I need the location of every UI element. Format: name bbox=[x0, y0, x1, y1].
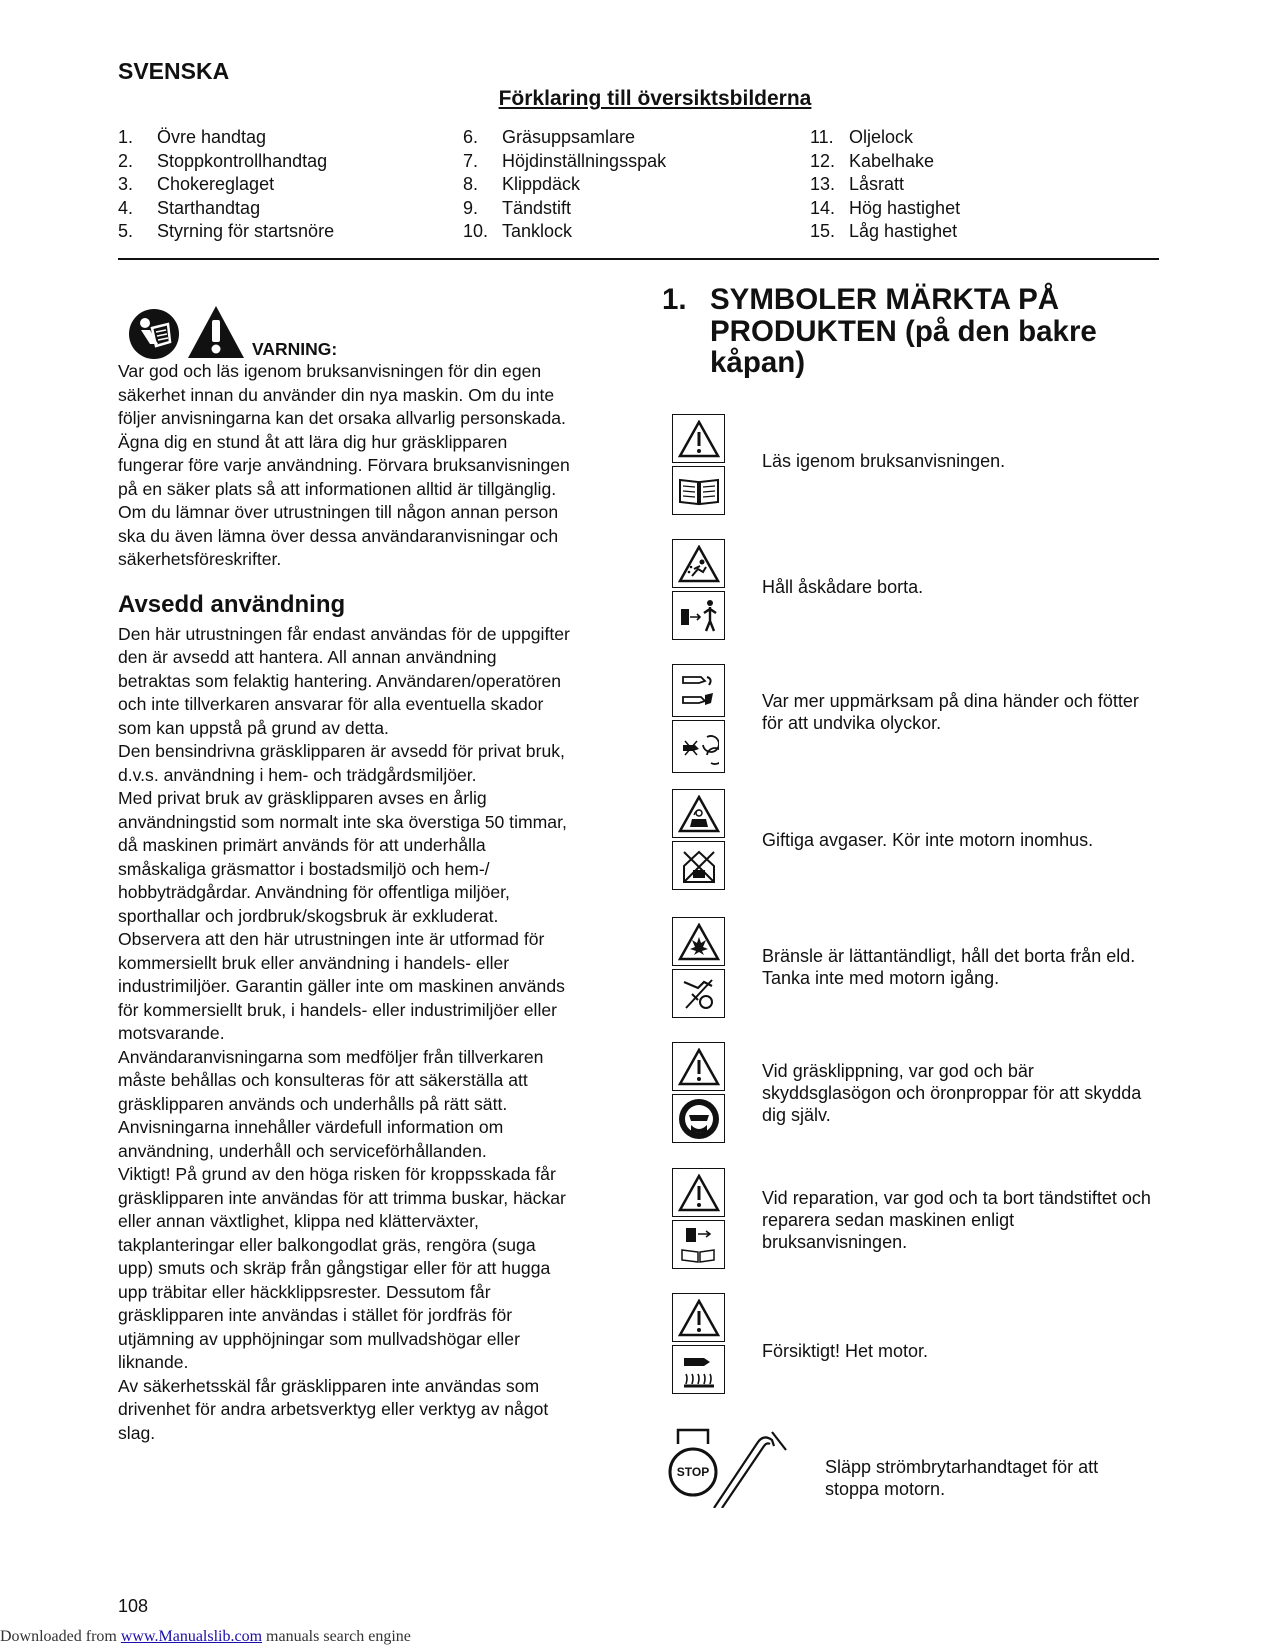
legend-label: Stoppkontrollhandtag bbox=[157, 150, 328, 171]
text-line: säkerhet innan du använder din nya maskin. Om du inte bbox=[118, 384, 555, 405]
symbol-description: Läs igenom bruksanvisningen. bbox=[762, 451, 1006, 471]
legend-item bbox=[810, 197, 960, 221]
text-line: Den här utrustningen får endast användas för de uppgifter bbox=[118, 623, 570, 644]
legend-label: Styrning för startsnöre bbox=[157, 221, 335, 241]
legend-label: Tändstift bbox=[502, 197, 572, 218]
legend-number: 12. bbox=[810, 150, 836, 171]
text-line: eller annan växtlighet, klippa ned klätterväxter, bbox=[118, 1211, 479, 1231]
text-line: sporthallar och jordbruk/skogsbruk är exkluderat. bbox=[118, 905, 499, 926]
legend-item bbox=[118, 126, 334, 150]
legend-number: 11. bbox=[810, 127, 834, 147]
text-line: Ägna dig en stund åt att lära dig hur gräsklipparen bbox=[118, 431, 508, 452]
legend-item bbox=[118, 197, 334, 221]
text-line: upp träbitar eller häckklippsrester. Dessutom får bbox=[118, 1281, 491, 1302]
text-line: drivenhet för andra arbetsverktyg eller verktyg av något bbox=[118, 1399, 549, 1419]
read-manual-icon bbox=[128, 308, 180, 360]
legend-number: 14. bbox=[810, 197, 836, 218]
text-line: då maskinen primärt används för att underhålla bbox=[118, 835, 486, 855]
text-line: användning, underhåll och serviceförhållanden. bbox=[118, 1140, 487, 1161]
text-line: på en säker plats så att informationen alltid är tillgänglig. bbox=[118, 478, 557, 499]
warning-triangle-icon bbox=[672, 1042, 725, 1091]
legend-item bbox=[810, 126, 960, 150]
legend-label: Tanklock bbox=[502, 221, 573, 241]
symbol-description: Vid gräsklippning, var god och bär skyddsglasögon och öronproppar för att skydda dig själv. bbox=[762, 1061, 1142, 1125]
page-number: 108 bbox=[118, 1596, 149, 1616]
no-indoor-icon bbox=[672, 841, 725, 890]
manualslib-link[interactable]: www.Manualslib.com bbox=[120, 1628, 263, 1645]
section-title: SYMBOLER MÄRKTA PÅ PRODUKTEN (på den bakre kåpan) bbox=[710, 283, 1097, 379]
text-line: gräsklipparen inte användas i stället för jordfräs för bbox=[118, 1305, 513, 1325]
symbol-tiles bbox=[672, 1042, 728, 1146]
download-footer bbox=[0, 1628, 411, 1646]
text-line: Med privat bruk av gräsklipparen avses en årlig bbox=[118, 788, 487, 808]
legend-item bbox=[463, 150, 666, 174]
legend-number: 1. bbox=[118, 127, 134, 147]
warning-triangle-icon bbox=[186, 304, 246, 360]
symbol-description: Giftiga avgaser. Kör inte motorn inomhus. bbox=[762, 830, 1094, 850]
text-line: Av säkerhetsskäl får gräsklipparen inte användas som bbox=[118, 1375, 540, 1396]
intended-use-text bbox=[118, 623, 618, 1446]
legend-number: 6. bbox=[463, 127, 479, 147]
warning-triangle-icon bbox=[672, 414, 725, 463]
stop-description: Släpp strömbrytarhandtaget för att stoppa motorn. bbox=[825, 1457, 1099, 1499]
legend-column-1 bbox=[118, 126, 334, 244]
intended-use-heading: Avsedd användning bbox=[118, 590, 346, 618]
symbol-description: Vid reparation, var god och ta bort tändstiftet och reparera sedan maskinen enligt bruksanvisningen. bbox=[762, 1188, 1151, 1252]
legend-number: 5. bbox=[118, 221, 134, 241]
text-line: kommersiellt bruk eller användning i handels- eller bbox=[118, 952, 510, 973]
text-line: Användaranvisningarna som medföljer från tillverkaren bbox=[118, 1046, 544, 1067]
legend-label: Oljelock bbox=[849, 127, 914, 147]
legend-item bbox=[463, 197, 666, 221]
text-line: Observera att den här utrustningen inte är utformad för bbox=[118, 929, 545, 949]
symbol-tiles bbox=[672, 1293, 728, 1397]
legend-item bbox=[118, 220, 334, 244]
keep-distance-icon bbox=[672, 591, 725, 640]
legend-title: Förklaring till översiktsbilderna bbox=[498, 87, 812, 110]
symbol-tiles bbox=[672, 539, 728, 643]
text-line: och inte tillverkaren ansvarar för alla eventuella skador bbox=[118, 694, 544, 714]
legend-label: Gräsuppsamlare bbox=[502, 127, 636, 147]
rotating-blade-icon bbox=[672, 720, 725, 773]
footer-prefix: Downloaded from bbox=[0, 1628, 121, 1645]
symbol-tiles bbox=[672, 1168, 728, 1272]
language-heading: SVENSKA bbox=[118, 58, 230, 84]
text-line: motsvarande. bbox=[118, 1023, 225, 1043]
text-line: fungerar före varje användning. Förvara bruksanvisningen bbox=[118, 455, 570, 475]
legend-number: 8. bbox=[463, 174, 479, 194]
text-line: gräsklipparen inte användas för att trimma buskar, häckar bbox=[118, 1187, 566, 1208]
text-line: slag. bbox=[118, 1422, 156, 1443]
text-line: följer anvisningarna kan det orsaka allvarlig personskada. bbox=[118, 408, 566, 428]
symbol-description: Var mer uppmärksam på dina händer och fötter för att undvika olyckor. bbox=[762, 691, 1139, 733]
warning-triangle-icon bbox=[672, 1293, 725, 1342]
symbol-description: Håll åskådare borta. bbox=[762, 577, 924, 597]
text-line: hobbyträdgårdar. Användning för offentliga miljöer, bbox=[118, 882, 510, 902]
thrown-objects-icon bbox=[672, 539, 725, 588]
text-line: ska du även lämna över dessa användaranvisningar och bbox=[118, 525, 559, 546]
legend-item bbox=[810, 173, 960, 197]
text-line: utjämning av upphöjningar som mullvadshögar eller bbox=[118, 1328, 520, 1349]
text-line: den är avsedd att hantera. All annan användning bbox=[118, 647, 497, 667]
symbol-description: Försiktigt! Het motor. bbox=[762, 1341, 929, 1361]
manual-book-icon bbox=[672, 466, 725, 515]
symbol-tiles bbox=[672, 664, 728, 776]
legend-label: Höjdinställningsspak bbox=[502, 150, 667, 171]
legend-item bbox=[810, 150, 960, 174]
symbol-description: Bränsle är lättantändligt, håll det borta från eld. Tanka inte med motorn igång. bbox=[762, 946, 1136, 988]
stop-badge: STOP bbox=[676, 1465, 710, 1479]
text-line: Om du lämnar över utrustningen till någon annan person bbox=[118, 502, 559, 522]
text-line: takplanteringar eller balkongodlat gräs, rengöra (suga bbox=[118, 1234, 536, 1255]
legend-column-2 bbox=[463, 126, 666, 244]
warning-text bbox=[118, 360, 618, 572]
text-line: industrimiljöer. Garantin gäller inte om maskinen används bbox=[118, 976, 565, 996]
section-number: 1. bbox=[662, 283, 687, 316]
legend-label: Starthandtag bbox=[157, 197, 261, 218]
text-line: liknande. bbox=[118, 1352, 189, 1372]
no-refuel-running-icon bbox=[672, 969, 725, 1018]
section-divider bbox=[118, 258, 1159, 260]
warning-label: VARNING: bbox=[252, 339, 338, 359]
warning-header bbox=[118, 298, 618, 360]
legend-column-3 bbox=[810, 126, 960, 244]
legend-label: Låsratt bbox=[849, 174, 905, 194]
hand-cut-icon bbox=[672, 664, 725, 717]
text-line: som kan uppstå på grund av detta. bbox=[118, 717, 389, 738]
legend-number: 13. bbox=[810, 174, 836, 194]
legend-number: 7. bbox=[463, 150, 479, 171]
text-line: d.v.s. användning i hem- och trädgårdsmiljöer. bbox=[118, 764, 477, 785]
legend-number: 15. bbox=[810, 221, 836, 241]
text-line: användningstid som normalt inte ska överstiga 50 timmar, bbox=[118, 811, 567, 832]
text-line: småskaliga gräsmattor i bostadsmiljö och hem-/ bbox=[118, 858, 490, 879]
hot-surface-icon bbox=[672, 1345, 725, 1394]
text-line: Den bensindrivna gräsklipparen är avsedd för privat bruk, bbox=[118, 741, 565, 761]
legend-label: Övre handtag bbox=[157, 127, 267, 147]
symbol-tiles bbox=[672, 789, 728, 893]
legend-item bbox=[463, 173, 666, 197]
legend-number: 3. bbox=[118, 174, 134, 194]
text-line: säkerhetsföreskrifter. bbox=[118, 549, 282, 569]
legend-label: Låg hastighet bbox=[849, 221, 958, 241]
toxic-fumes-icon bbox=[672, 789, 725, 838]
text-line: måste behållas och konsulteras för att säkerställa att bbox=[118, 1070, 528, 1090]
legend-label: Klippdäck bbox=[502, 174, 581, 194]
text-line: för kommersiellt bruk, i handels- eller industrimiljöer eller bbox=[118, 999, 558, 1020]
eye-ear-protection-icon bbox=[672, 1094, 725, 1143]
stop-switch-illustration bbox=[668, 1428, 788, 1513]
legend-item bbox=[463, 126, 666, 150]
legend-number: 10. bbox=[463, 221, 489, 241]
remove-spark-plug-icon bbox=[672, 1220, 725, 1269]
symbol-tiles bbox=[672, 917, 728, 1021]
left-column bbox=[118, 298, 618, 1445]
warning-triangle-icon bbox=[672, 1168, 725, 1217]
flammable-icon bbox=[672, 917, 725, 966]
text-line: betraktas som felaktig hantering. Användaren/operatören bbox=[118, 670, 562, 691]
legend-label: Chokereglaget bbox=[157, 174, 275, 194]
legend-item bbox=[810, 220, 960, 244]
text-line: Viktigt! På grund av den höga risken för kroppsskada får bbox=[118, 1164, 556, 1184]
legend-number: 9. bbox=[463, 197, 479, 218]
legend-label: Kabelhake bbox=[849, 150, 935, 171]
text-line: upp) smuts och skräp från gångstigar eller för att hugga bbox=[118, 1258, 551, 1278]
legend-label: Hög hastighet bbox=[849, 197, 961, 218]
symbol-tiles bbox=[672, 414, 728, 518]
text-line: gräsklipparen används och underhålls på rätt sätt. bbox=[118, 1093, 508, 1114]
legend-number: 4. bbox=[118, 197, 134, 218]
text-line: Var god och läs igenom bruksanvisningen för din egen bbox=[118, 361, 542, 381]
footer-suffix: manuals search engine bbox=[262, 1628, 411, 1645]
legend-number: 2. bbox=[118, 150, 134, 171]
symbols-section-title bbox=[662, 284, 1150, 379]
legend-item bbox=[118, 150, 334, 174]
legend-item bbox=[118, 173, 334, 197]
legend-item bbox=[463, 220, 666, 244]
text-line: Anvisningarna innehåller värdefull information om bbox=[118, 1117, 504, 1137]
